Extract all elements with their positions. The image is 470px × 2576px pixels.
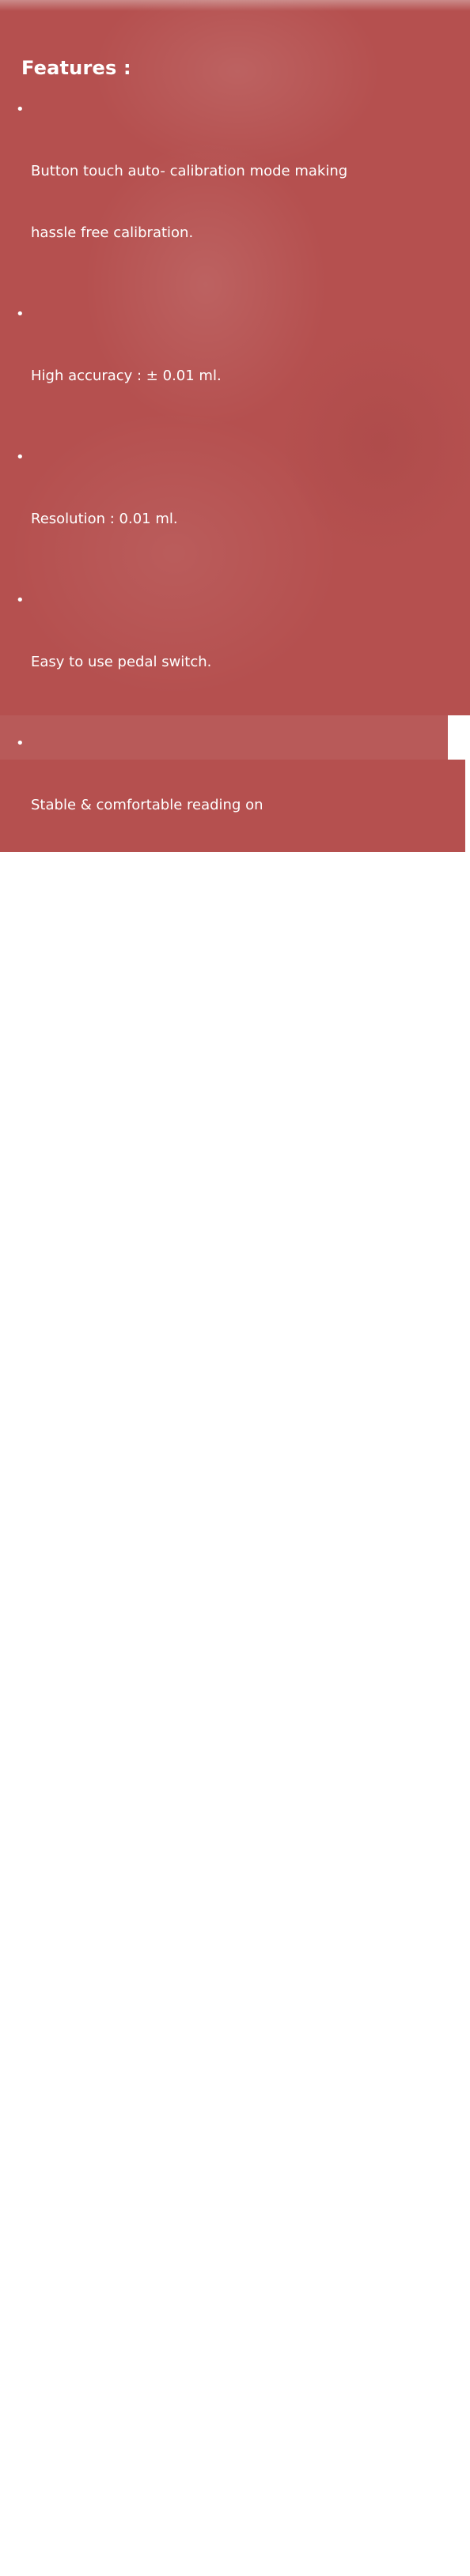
- feature-text-line: hassle free calibration.: [31, 224, 194, 241]
- feature-text-line: Resolution : 0.01 ml.: [31, 511, 178, 527]
- features-heading: Features :: [21, 57, 131, 79]
- feature-text-line: & animal weight(grams) in the software report.: [31, 2148, 367, 2165]
- feature-text-line: Nos./ Sequence Nos./Sex of Animal: [31, 1268, 281, 1284]
- feature-text-line: Stable & comfortable reading on: [31, 797, 263, 813]
- feature-item: [0, 304, 470, 428]
- feature-item: [0, 2371, 470, 2556]
- feature-text-line: report generation with graphical presentation.: [31, 1944, 366, 1960]
- feature-item: [0, 590, 470, 714]
- feature-item: [0, 447, 470, 571]
- bullet-icon: •: [16, 2230, 25, 2246]
- feature-text-line: Data storage for 100000 experiments.: [31, 1473, 305, 1489]
- feature-text-line: / Paw : Left - Right etc.: [31, 1329, 192, 1346]
- bullet-icon: •: [16, 101, 25, 118]
- feature-text-line: Six Point Calibration 0.50ml, 1.00ml, 2.00ml,: [31, 1616, 351, 1632]
- feature-item: [0, 1143, 470, 1390]
- feature-item: [0, 734, 470, 918]
- feature-text-line: Data entry for: Experiment: [31, 1206, 223, 1223]
- feature-text-line: No need of separate tube: [31, 1001, 214, 1018]
- feature-text-line: Data can be transferred to excel or pdf.: [31, 2291, 313, 2308]
- feature-text-line: Software with password protected experiment: [31, 2435, 361, 2451]
- feature-text-line: High accuracy : ± 0.01 ml.: [31, 368, 222, 384]
- bullet-icon: •: [16, 1411, 25, 1428]
- feature-item: [0, 1757, 470, 2004]
- feature-item: [0, 1409, 470, 1533]
- bullet-icon: •: [16, 449, 25, 466]
- bullet-icon: •: [16, 1145, 25, 1161]
- bullet-icon: •: [16, 1759, 25, 1775]
- feature-text-line: graphical LCD display.: [31, 858, 188, 875]
- feature-item: [0, 1552, 470, 1737]
- bullet-icon: •: [16, 306, 25, 322]
- bullet-icon: •: [16, 2025, 25, 2042]
- bullet-icon: •: [16, 940, 25, 956]
- feature-text-line: Easy to use pedal switch.: [31, 654, 212, 670]
- feature-text-line: assembly for rat & mice.: [31, 1063, 207, 1080]
- bullet-icon: •: [16, 592, 25, 609]
- feature-text-line: Provision to add experiment name, comment: [31, 2087, 354, 2103]
- bullet-icon: •: [16, 2373, 25, 2389]
- feature-item: [0, 2023, 470, 2208]
- bullet-icon: •: [16, 735, 25, 752]
- feature-item: [0, 938, 470, 1123]
- feature-text-line: Software for PC Connectivity using: [31, 1820, 278, 1837]
- bullet-icon: •: [16, 1554, 25, 1571]
- feature-text-line: Button touch auto- calibration mode making: [31, 163, 348, 179]
- feature-text-line: 3.00ml,4.00ml & 5.00ml.: [31, 1677, 209, 1694]
- feature-text-line: delete function.: [31, 2496, 143, 2513]
- feature-text-line: RS232 serial interface for data transfer and: [31, 1882, 342, 1899]
- feature-item: [0, 100, 470, 285]
- features-list: [0, 100, 470, 2576]
- top-edge-decoration: [0, 0, 470, 11]
- feature-item: [0, 2228, 470, 2352]
